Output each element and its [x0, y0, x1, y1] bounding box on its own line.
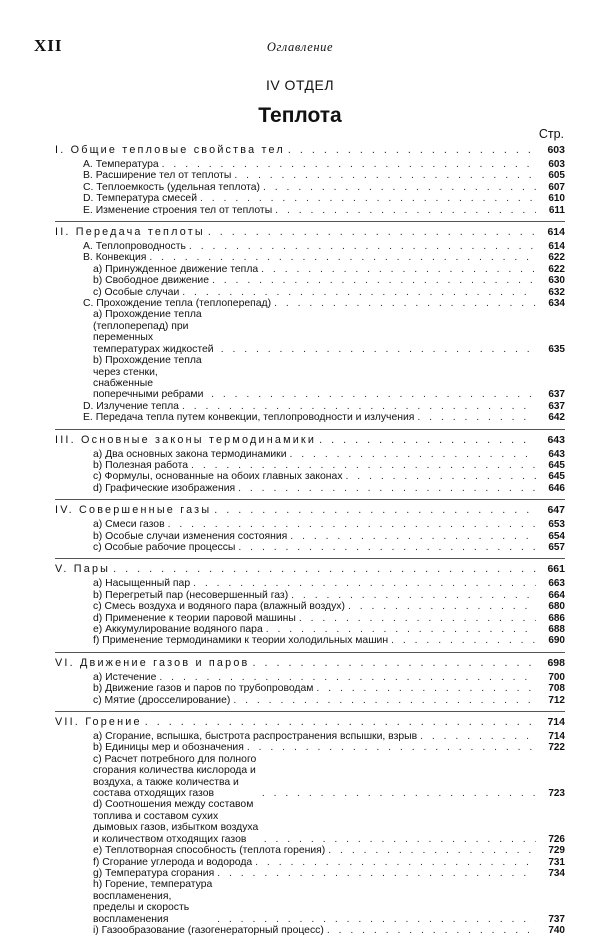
- toc-chapter-heading[interactable]: [55, 716, 565, 729]
- toc-entry[interactable]: [55, 159, 565, 170]
- toc-entry[interactable]: [55, 460, 565, 471]
- toc-page-number: 726: [548, 833, 565, 845]
- toc-entry-text: d) Соотношения между составом топлива и составом сухих дымовых газов, избытком воздуха и количеством отходящих газов: [93, 799, 259, 845]
- toc-page-number: 607: [548, 181, 565, 193]
- toc-entry[interactable]: [55, 531, 565, 542]
- toc-entry[interactable]: [55, 590, 565, 601]
- toc-entry[interactable]: [55, 298, 565, 309]
- toc-page-number: 603: [547, 144, 565, 156]
- toc-entry-text: C. Теплоемкость (удельная теплота): [83, 181, 260, 193]
- leader-dots: [145, 716, 536, 729]
- leader-dots: [168, 519, 536, 530]
- leader-dots: [247, 742, 536, 753]
- toc-entry[interactable]: [55, 613, 565, 624]
- toc-entry-text: a) Насыщенный пар: [93, 578, 191, 590]
- toc-entry-text: c) Смесь воздуха и водяного пара (влажный воздух): [93, 601, 345, 613]
- section-divider: [55, 558, 565, 559]
- toc-entry[interactable]: [55, 275, 565, 286]
- leader-dots: [264, 834, 536, 845]
- leader-dots: [391, 635, 536, 646]
- toc-page-number: 722: [548, 742, 565, 754]
- section-divider: [55, 429, 565, 430]
- section-divider: [55, 652, 565, 653]
- toc-page-number: 630: [548, 275, 565, 287]
- toc-entry-text: b) Единицы мер и обозначения: [93, 742, 244, 754]
- leader-dots: [189, 241, 536, 252]
- toc-page-number: 712: [548, 694, 565, 706]
- toc-entry-text: b) Особые случаи изменения состояния: [93, 530, 288, 542]
- toc-page-number: 714: [547, 716, 565, 729]
- leader-dots: [261, 264, 536, 275]
- toc-page-number: 637: [548, 400, 565, 412]
- toc-entry[interactable]: [55, 471, 565, 482]
- toc-entry[interactable]: [55, 170, 565, 181]
- department-heading: IV ОТДЕЛ: [265, 77, 335, 93]
- toc-entry[interactable]: [55, 193, 565, 204]
- toc-entry-text: c) Расчет потребного для полного сгорания количества кислорода и воздуха, а также количества и состава отходящих газов: [93, 753, 257, 800]
- toc-entry-text: VII. Горение: [55, 716, 142, 729]
- toc-entry-text: a) Два основных закона термодинамики: [93, 448, 287, 460]
- toc-entry-text: C. Прохождение тепла (теплоперепад): [83, 298, 272, 310]
- leader-dots: [217, 868, 536, 879]
- toc-page-number: 708: [548, 683, 565, 695]
- toc-entry-text: c) Формулы, основанные на обоих главных законах: [93, 471, 343, 483]
- toc-entry[interactable]: [55, 635, 565, 646]
- toc-entry-text: A. Теплопроводность: [83, 241, 186, 253]
- toc-page-number: 661: [547, 563, 565, 576]
- toc-page-number: 647: [547, 504, 565, 517]
- toc-entry[interactable]: [55, 742, 565, 753]
- leader-dots: [238, 483, 536, 494]
- toc-page-number: 622: [548, 252, 565, 264]
- running-head: Оглавление: [266, 40, 334, 54]
- toc-chapter-heading[interactable]: [55, 434, 565, 447]
- leader-dots: [291, 590, 536, 601]
- toc-chapter-heading[interactable]: [55, 144, 565, 157]
- leader-dots: [288, 144, 536, 157]
- toc-entry-text: A. Температура: [83, 159, 159, 170]
- toc-entry-text: e) Теплотворная способность (теплота горения): [93, 845, 326, 857]
- leader-dots: [200, 193, 536, 204]
- leader-dots: [149, 252, 536, 263]
- leader-dots: [211, 389, 536, 400]
- toc-entry-text: e) Аккумулирование водяного пара: [93, 624, 263, 635]
- toc-entry[interactable]: [55, 287, 565, 298]
- leader-dots: [234, 170, 536, 181]
- leader-dots: [266, 624, 536, 635]
- toc-entry[interactable]: [55, 879, 565, 925]
- toc-page-number: 646: [548, 482, 565, 494]
- leader-dots: [159, 672, 536, 683]
- leader-dots: [290, 449, 537, 460]
- leader-dots: [263, 182, 536, 193]
- toc-page-number: 634: [548, 298, 565, 310]
- toc-page-number: 643: [548, 448, 565, 460]
- toc-entry[interactable]: [55, 799, 565, 845]
- table-of-contents: [55, 144, 565, 941]
- toc-entry[interactable]: [55, 483, 565, 494]
- toc-entry-text: a) Истечение: [93, 671, 157, 683]
- toc-entry[interactable]: [55, 542, 565, 553]
- toc-section: [55, 429, 565, 495]
- toc-page-number: 723: [548, 788, 565, 800]
- toc-entry[interactable]: [55, 252, 565, 263]
- toc-entry-text: b) Движение газов и паров по трубопроводам: [93, 683, 314, 695]
- toc-entry[interactable]: [55, 578, 565, 589]
- toc-page-number: 614: [548, 241, 565, 253]
- toc-page-number: 737: [548, 913, 565, 925]
- toc-page-number: 611: [548, 204, 565, 216]
- page-number: XII: [34, 36, 63, 55]
- toc-entry-text: E. Изменение строения тел от теплоты: [83, 204, 273, 216]
- toc-entry[interactable]: [55, 182, 565, 193]
- page-title: Теплота: [258, 104, 342, 127]
- toc-entry-text: f) Сгорание углерода и водорода: [93, 856, 253, 868]
- toc-entry[interactable]: [55, 519, 565, 530]
- toc-page-number: 653: [548, 519, 565, 531]
- leader-dots: [346, 471, 536, 482]
- toc-entry-text: b) Свободное движение: [93, 275, 209, 287]
- toc-entry-text: d) Графические изображения: [93, 482, 236, 494]
- leader-dots: [221, 344, 536, 355]
- toc-entry[interactable]: [55, 683, 565, 694]
- section-divider: [55, 221, 565, 222]
- leader-dots: [233, 695, 536, 706]
- toc-page-number: 698: [547, 656, 565, 669]
- toc-entry[interactable]: [55, 754, 565, 800]
- toc-page-number: 657: [548, 541, 565, 553]
- toc-entry-text: a) Принужденное движение тепла: [93, 263, 259, 275]
- toc-page-number: 637: [548, 389, 565, 401]
- leader-dots: [162, 159, 536, 170]
- toc-entry-text: b) Прохождение тепла через стенки, снабженные поперечными ребрами: [93, 355, 204, 401]
- toc-page-number: 614: [547, 226, 565, 239]
- toc-section: [55, 221, 565, 424]
- toc-entry[interactable]: [55, 241, 565, 252]
- toc-page-number: 729: [548, 845, 565, 857]
- toc-section: [55, 558, 565, 646]
- toc-chapter-heading[interactable]: [55, 563, 565, 576]
- toc-chapter-heading[interactable]: [55, 504, 565, 517]
- toc-entry-text: VI. Движение газов и паров: [55, 656, 250, 669]
- toc-entry-text: D. Излучение тепла: [83, 400, 179, 412]
- toc-section: [55, 711, 565, 936]
- leader-dots: [255, 857, 536, 868]
- leader-dots: [290, 531, 536, 542]
- toc-entry[interactable]: [55, 412, 565, 423]
- page-column-label: Стр.: [538, 127, 564, 141]
- toc-page-number: 664: [548, 589, 565, 601]
- toc-entry-text: h) Горение, температура воспламенения, пределы и скорость воспламенения: [93, 879, 213, 925]
- toc-entry-text: B. Расширение тел от теплоты: [83, 170, 232, 182]
- toc-entry-text: E. Передача тепла путем конвекции, теплопроводности и излучения: [83, 412, 415, 424]
- toc-entry[interactable]: [55, 695, 565, 706]
- toc-entry-text: d) Применение к теории паровой машины: [93, 612, 296, 624]
- leader-dots: [316, 683, 536, 694]
- toc-entry-text: i) Газообразование (газогенераторный процесс): [93, 924, 324, 936]
- toc-entry[interactable]: [55, 857, 565, 868]
- toc-page-number: 663: [548, 578, 565, 590]
- toc-page-number: 642: [548, 412, 565, 424]
- toc-entry-text: b) Полезная работа: [93, 459, 189, 471]
- toc-page-number: 610: [548, 193, 565, 205]
- leader-dots: [182, 287, 536, 298]
- toc-entry-text: III. Основные законы термодинамики: [55, 433, 317, 446]
- toc-page-number: 603: [548, 159, 565, 170]
- leader-dots: [113, 563, 536, 576]
- toc-entry[interactable]: [55, 845, 565, 856]
- toc-page-number: 714: [548, 731, 565, 743]
- toc-page-number: 605: [548, 170, 565, 182]
- leader-dots: [328, 845, 536, 856]
- toc-page-number: 686: [548, 612, 565, 624]
- toc-entry[interactable]: [55, 868, 565, 879]
- toc-entry[interactable]: [55, 925, 565, 936]
- toc-entry-text: c) Особые случаи: [93, 286, 180, 298]
- toc-entry-text: g) Температура сгорания: [93, 867, 215, 879]
- toc-section: [55, 499, 565, 553]
- toc-section: [55, 144, 565, 216]
- leader-dots: [262, 788, 536, 799]
- toc-page-number: 635: [548, 343, 565, 355]
- toc-entry[interactable]: [55, 731, 565, 742]
- toc-entry[interactable]: [55, 309, 565, 355]
- toc-entry-text: B. Конвекция: [83, 252, 147, 264]
- leader-dots: [348, 601, 536, 612]
- toc-entry-text: V. Пары: [55, 563, 111, 576]
- leader-dots: [217, 914, 536, 925]
- leader-dots: [214, 504, 536, 517]
- toc-entry-text: D. Температура смесей: [83, 193, 197, 205]
- toc-entry-text: a) Смеси газов: [93, 519, 165, 531]
- toc-entry-text: f) Применение термодинамики к теории холодильных машин: [93, 635, 389, 647]
- toc-entry-text: a) Прохождение тепла (теплоперепад) при переменных температурах жидкостей: [93, 309, 214, 355]
- toc-entry-text: a) Сгорание, вспышка, быстрота распространения вспышки, взрыв: [93, 731, 418, 743]
- toc-section: [55, 652, 565, 706]
- toc-entry-text: IV. Совершенные газы: [55, 504, 212, 517]
- toc-entry-text: b) Перегретый пар (несовершенный газ): [93, 589, 289, 601]
- toc-entry[interactable]: [55, 672, 565, 683]
- leader-dots: [182, 401, 536, 412]
- leader-dots: [299, 613, 536, 624]
- toc-page-number: 731: [548, 856, 565, 868]
- leader-dots: [208, 226, 536, 239]
- toc-entry[interactable]: [55, 601, 565, 612]
- toc-entry[interactable]: [55, 624, 565, 635]
- toc-entry-text: c) Мятие (дросселирование): [93, 694, 231, 706]
- toc-entry-text: I. Общие тепловые свойства тел: [55, 144, 285, 156]
- leader-dots: [417, 412, 536, 423]
- section-divider: [55, 499, 565, 500]
- toc-entry[interactable]: [55, 264, 565, 275]
- toc-page-number: 622: [548, 263, 565, 275]
- toc-entry[interactable]: [55, 401, 565, 412]
- leader-dots: [253, 657, 537, 670]
- leader-dots: [274, 298, 536, 309]
- toc-entry[interactable]: [55, 205, 565, 216]
- toc-page-number: 645: [548, 471, 565, 483]
- leader-dots: [420, 731, 536, 742]
- toc-page-number: 690: [548, 635, 565, 647]
- toc-page-number: 688: [548, 624, 565, 635]
- leader-dots: [191, 460, 536, 471]
- toc-chapter-heading[interactable]: [55, 657, 565, 670]
- toc-entry[interactable]: [55, 449, 565, 460]
- leader-dots: [319, 434, 536, 447]
- leader-dots: [193, 578, 536, 589]
- section-divider: [55, 711, 565, 712]
- toc-chapter-heading[interactable]: [55, 226, 565, 239]
- leader-dots: [275, 205, 536, 216]
- leader-dots: [327, 925, 536, 936]
- toc-page-number: 645: [548, 459, 565, 471]
- toc-entry-text: c) Особые рабочие процессы: [93, 541, 236, 553]
- toc-page-number: 680: [548, 601, 565, 613]
- toc-page-number: 700: [548, 671, 565, 683]
- leader-dots: [212, 275, 536, 286]
- toc-page-number: 740: [548, 924, 565, 936]
- toc-page-number: 734: [548, 867, 565, 879]
- toc-entry-text: II. Передача теплоты: [55, 226, 205, 239]
- toc-page-number: 654: [548, 530, 565, 542]
- leader-dots: [238, 542, 536, 553]
- toc-entry[interactable]: [55, 355, 565, 401]
- toc-page-number: 643: [547, 433, 565, 446]
- toc-page-number: 632: [548, 286, 565, 298]
